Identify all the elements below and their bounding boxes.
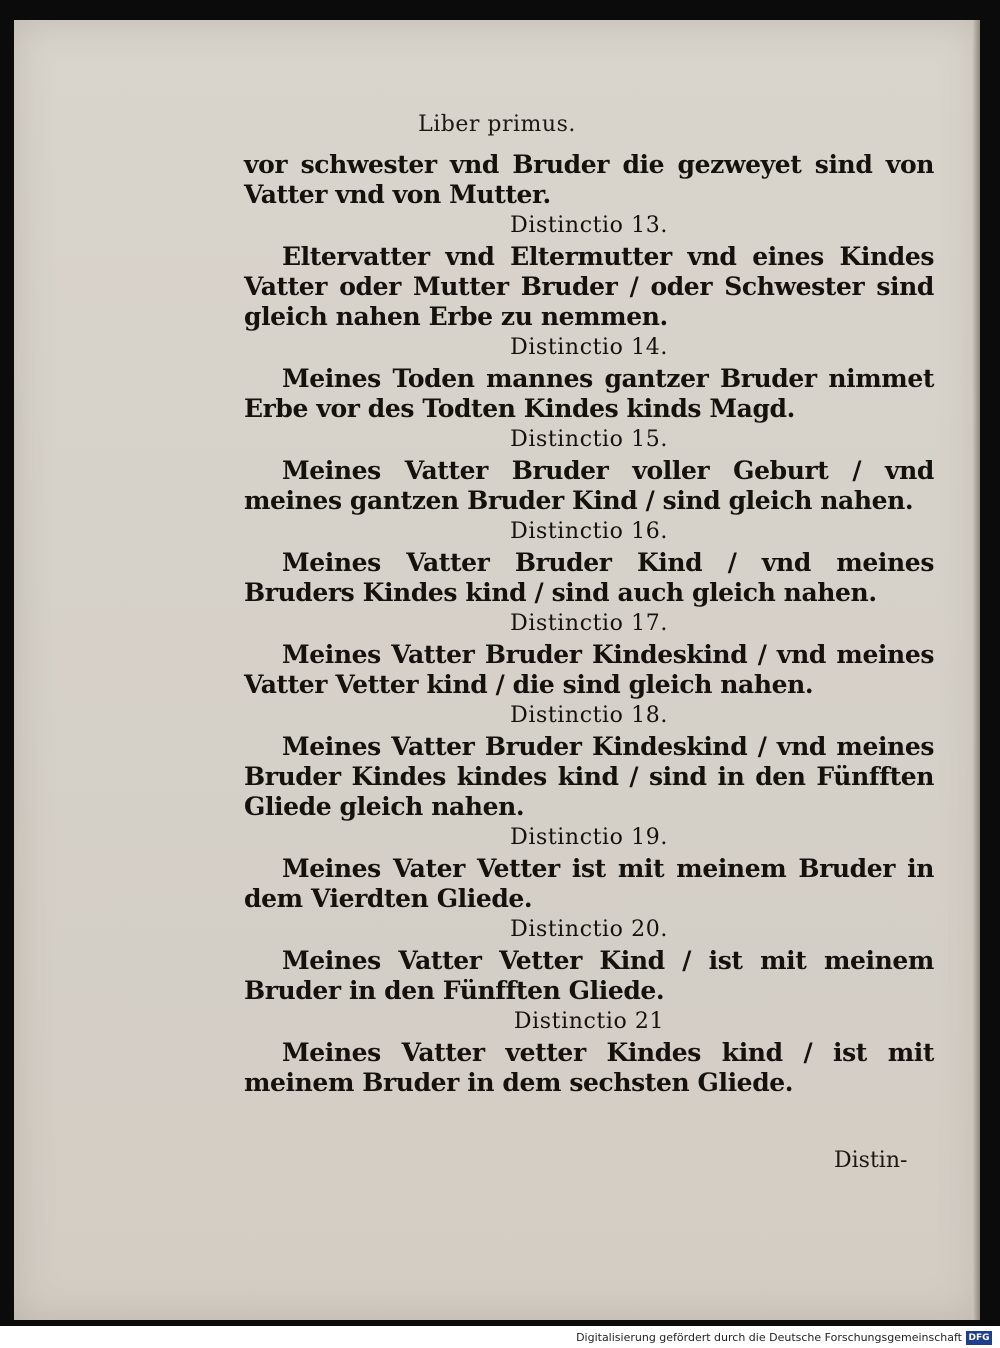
paragraph: Meines Toden mannes gantzer Bruder nimmet Erbe vor des Todten Kindes kinds Magd.	[244, 364, 934, 423]
running-title: Liber primus.	[418, 112, 576, 137]
paragraph: Meines Vatter Vetter Kind / ist mit meinem Bruder in den Fünfften Gliede.	[244, 946, 934, 1005]
distinctio-heading: Distinctio 17.	[510, 611, 668, 636]
book-page	[14, 20, 980, 1320]
footer-credit: Digitalisierung gefördert durch die Deutsche Forschungsgemeinschaft	[576, 1331, 962, 1344]
page-text	[244, 150, 934, 1098]
distinctio-heading: Distinctio 21	[513, 1009, 665, 1034]
page-edge	[972, 20, 980, 1320]
paragraph: Meines Vatter vetter Kindes kind / ist mit meinem Bruder in dem sechsten Gliede.	[244, 1038, 934, 1097]
footer-bar	[0, 1326, 1000, 1348]
distinctio-heading: Distinctio 19.	[510, 825, 668, 850]
paragraph: Meines Vater Vetter ist mit meinem Bruder in dem Vierdten Gliede.	[244, 854, 934, 913]
distinctio-heading: Distinctio 14.	[510, 335, 668, 360]
distinctio-heading: Distinctio 16.	[510, 519, 668, 544]
paragraph: Meines Vatter Bruder voller Geburt / vnd meines gantzen Bruder Kind / sind gleich nahen.	[244, 456, 934, 515]
paragraph: Meines Vatter Bruder Kind / vnd meines Bruders Kindes kind / sind auch gleich nahen.	[244, 548, 934, 607]
distinctio-heading: Distinctio 15.	[510, 427, 668, 452]
paragraph: Meines Vatter Bruder Kindeskind / vnd meines Bruder Kindes kindes kind / sind in den Fünfften Gliede gleich nahen.	[244, 732, 934, 821]
distinctio-heading: Distinctio 20.	[510, 917, 668, 942]
paragraph: Eltervatter vnd Eltermutter vnd eines Kindes Vatter oder Mutter Bruder / oder Schwester sind gleich nahen Erbe zu nemmen.	[244, 242, 934, 331]
dfg-logo-icon: DFG	[966, 1331, 992, 1345]
paragraph: Meines Vatter Bruder Kindeskind / vnd meines Vatter Vetter kind / die sind gleich nahen.	[244, 640, 934, 699]
distinctio-heading: Distinctio 13.	[510, 213, 668, 238]
catchword: Distin-	[834, 1148, 908, 1173]
distinctio-heading: Distinctio 18.	[510, 703, 668, 728]
paragraph: vor schwester vnd Bruder die gezweyet sind von Vatter vnd von Mutter.	[244, 150, 934, 209]
